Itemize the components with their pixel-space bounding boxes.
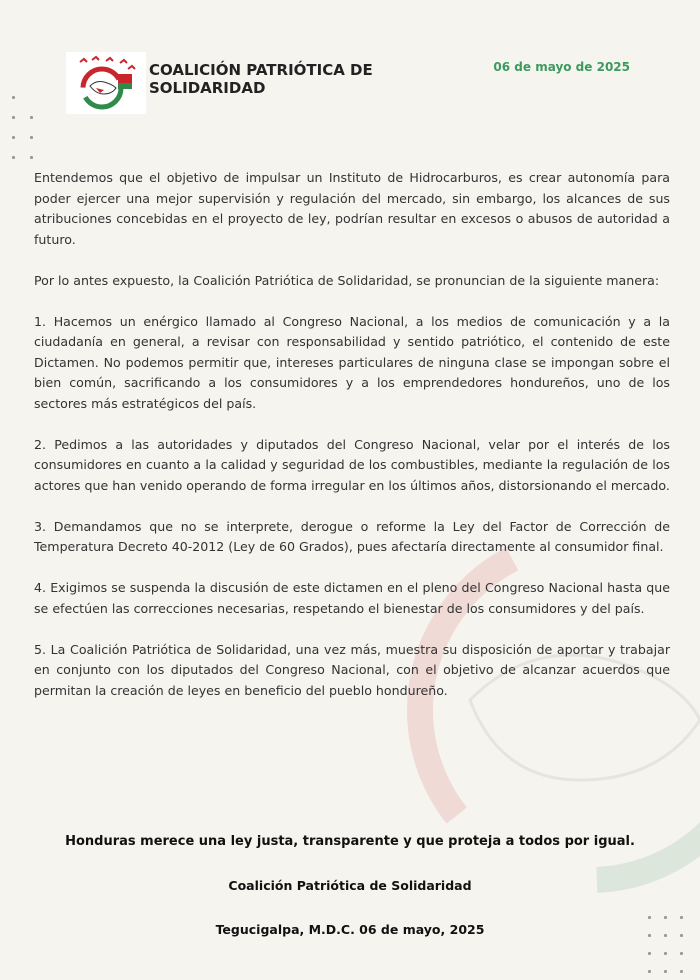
document-body — [34, 168, 670, 722]
paragraph-point-3: 3. Demandamos que no se interprete, derogue o reforme la Ley del Factor de Corrección de Temperatura Decreto 40-2012 (Ley de 60 Grados), pues afectaría directamente al consumidor final. — [34, 518, 670, 554]
closing-signature: Coalición Patriótica de Solidaridad — [228, 878, 472, 893]
paragraph-point-4: 4. Exigimos se suspenda la discusión de este dictamen en el pleno del Congreso Nacional hasta que se efectúen las correcciones necesarias, respetando el bienestar de los consumidores y del país. — [34, 580, 670, 616]
decorative-dots-top-left — [12, 96, 42, 160]
paragraph-point-1: 1. Hacemos un enérgico llamado al Congreso Nacional, a los medios de comunicación y a la ciudadanía en general, a revisar con responsabilidad y sentido patriótico, el contenido de este Dictamen. No podemos permitir que, intereses particulares de ninguna clase se impongan sobre el bien común, sacrificando a los consumidores y a los emprendedores hondureños, uno de los sectores más estratégicos del país. — [34, 313, 670, 411]
closing-place-date: Tegucigalpa, M.D.C. 06 de mayo, 2025 — [215, 922, 485, 937]
closing-motto: Honduras merece una ley justa, transparente y que proteja a todos por igual. — [65, 834, 635, 849]
paragraph-intro: Entendemos que el objetivo de impulsar un Instituto de Hidrocarburos, es crear autonomía para poder ejercer una mejor supervisión y regulación del mercado, sin embargo, los alcances de sus atribuciones concebidas en el proyecto de ley, podrían resultar en excesos o abusos de autoridad a futuro. — [34, 170, 670, 247]
header-date: 06 de mayo de 2025 — [493, 60, 630, 74]
paragraph-statement: Por lo antes expuesto, la Coalición Patriótica de Solidaridad, se pronuncian de la siguiente manera: — [34, 272, 660, 288]
coalition-logo — [66, 52, 146, 114]
paragraph-point-2: 2. Pedimos a las autoridades y diputados del Congreso Nacional, velar por el interés de los consumidores en cuanto a la calidad y seguridad de los combustibles, mediante la regulación de los actores que han venido operando de forma irregular en los últimos años, distorsionando el mercado. — [34, 436, 670, 493]
paragraph-point-5: 5. La Coalición Patriótica de Solidaridad, una vez más, muestra su disposición de aportar y trabajar en conjunto con los diputados del Congreso Nacional, con el objetivo de alcanzar acuerdos que permitan la creación de leyes en beneficio del pueblo hondureño. — [34, 641, 670, 698]
organization-title: COALICIÓN PATRIÓTICA DE SOLIDARIDAD — [149, 61, 373, 97]
